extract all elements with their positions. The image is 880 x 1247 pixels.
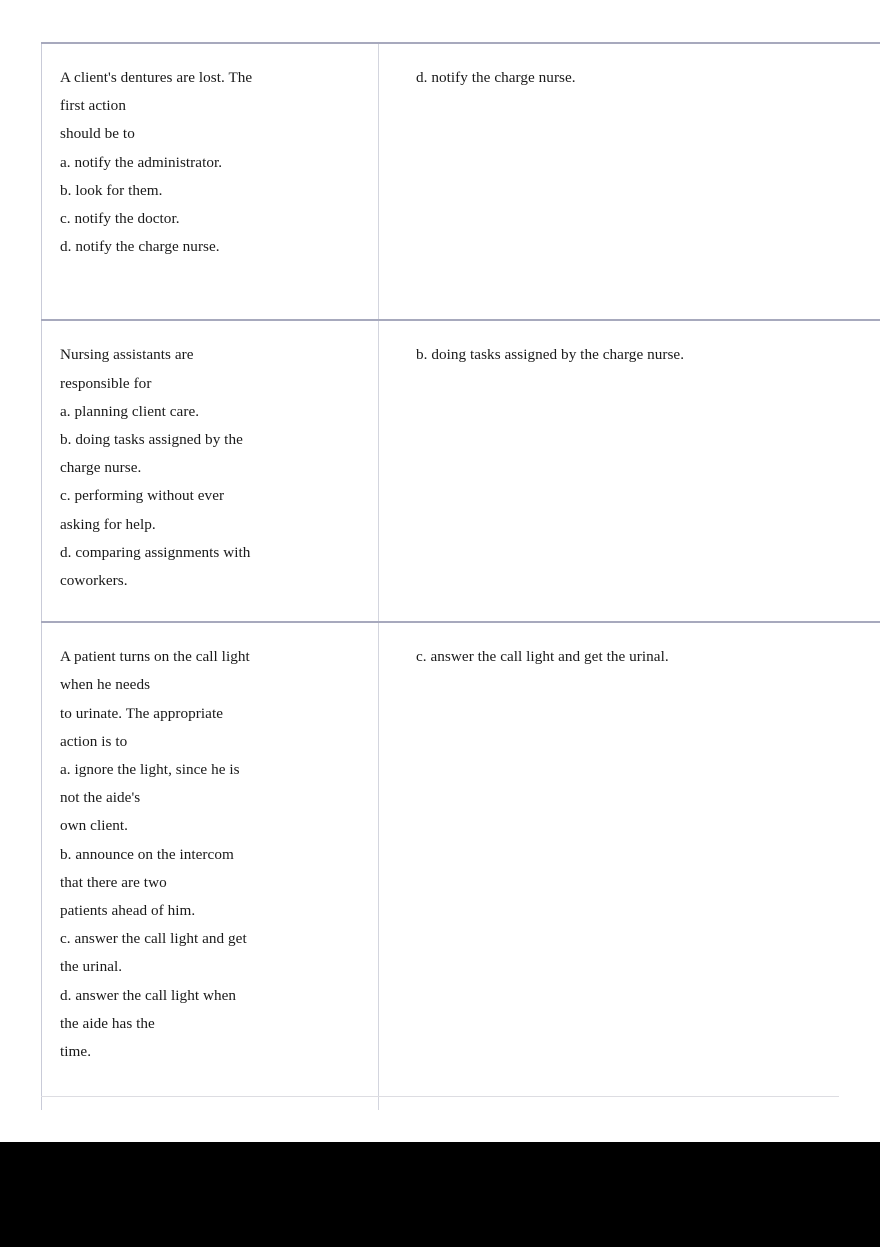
option-line: patients ahead of him. [60,902,196,920]
question-line: A patient turns on the call light [60,648,250,666]
question-cell [42,622,379,1110]
option-line: asking for help. [60,515,156,533]
option-line: d. answer the call light when [60,986,237,1004]
option-line: d. notify the charge nurse. [60,238,220,256]
option-line: the aide has the [60,1014,155,1032]
answer-cell [379,320,880,622]
answer-text: c. answer the call light and get the urinal. [416,648,669,666]
cell-spacer [60,261,362,293]
question-line: A client's dentures are lost. The [60,69,253,86]
bottom-black-band [0,1142,880,1247]
option-line: not the aide's [60,789,141,807]
option-line: c. notify the doctor. [60,210,180,228]
option-line: that there are two [60,873,167,891]
cell-spacer [60,1066,362,1084]
option-line: own client. [60,817,129,835]
footer-divider [41,1096,839,1097]
option-line: time. [60,1043,92,1061]
option-line: a. ignore the light, since he is [60,761,240,779]
option-line: c. answer the call light and get [60,930,247,948]
question-line: Nursing assistants are [60,346,194,364]
option-line: b. doing tasks assigned by the [60,431,243,449]
answer-cell [379,43,880,320]
table-row[interactable] [42,320,880,622]
option-line: charge nurse. [60,459,142,477]
option-line: a. planning client care. [60,402,200,420]
question-cell [42,43,379,320]
option-line: coworkers. [60,572,128,590]
option-line: b. look for them. [60,181,163,199]
question-line: should be to [60,125,135,143]
answer-text: b. doing tasks assigned by the charge nurse. [416,346,685,364]
option-line: c. performing without ever [60,487,225,505]
question-line: action is to [60,732,128,750]
question-answer-table [41,42,880,1110]
question-line: responsible for [60,374,152,392]
option-line: b. announce on the intercom [60,845,234,863]
answer-cell [379,622,880,1110]
option-line: a. notify the administrator. [60,153,223,171]
answer-text: d. notify the charge nurse. [416,69,576,86]
option-line: d. comparing assignments with [60,543,251,561]
question-line: when he needs [60,676,151,694]
question-line: first action [60,97,126,115]
table-row[interactable] [42,43,880,320]
question-cell [42,320,379,622]
question-line: to urinate. The appropriate [60,704,224,722]
option-line: the urinal. [60,958,123,976]
table-row[interactable] [42,622,880,1110]
